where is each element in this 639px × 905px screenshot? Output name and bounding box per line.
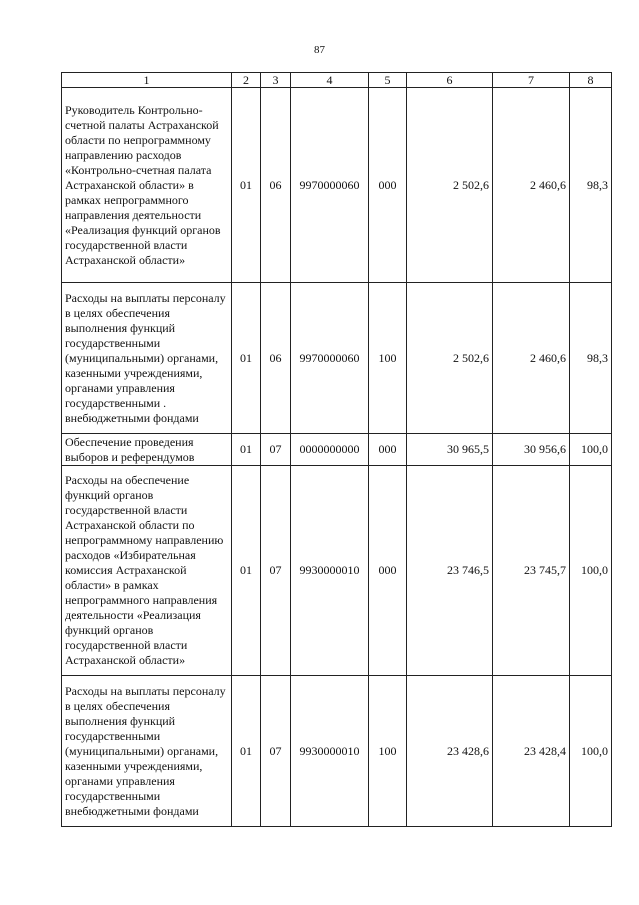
expense-type-code: 000 [369,466,407,676]
subsection-code: 07 [261,676,291,827]
expense-type-code: 000 [369,434,407,466]
expense-name: Расходы на обеспечение функций органов государственной власти Астраханской области по непрограммному направлению расходов «Избирательная комиссия Астраханской области» в рамках непрограммного направления деятельности «Реализация функций органов государственной власти Астраханской области» [62,466,232,676]
target-article-code: 9970000060 [291,283,369,434]
actual-amount: 23 428,4 [493,676,570,827]
target-article-code: 9930000010 [291,466,369,676]
execution-percent: 100,0 [570,434,612,466]
expense-type-code: 000 [369,88,407,283]
expense-name: Обеспечение проведения выборов и референдумов [62,434,232,466]
subsection-code: 07 [261,466,291,676]
actual-amount: 23 745,7 [493,466,570,676]
column-header: 3 [261,73,291,88]
section-code: 01 [232,88,261,283]
section-code: 01 [232,676,261,827]
column-header: 8 [570,73,612,88]
column-header: 6 [407,73,493,88]
execution-percent: 100,0 [570,676,612,827]
subsection-code: 07 [261,434,291,466]
table-row [62,88,612,283]
expense-name: Руководитель Контрольно-счетной палаты Астраханской области по непрограммному направлению расходов «Контрольно-счетная палата Астраханской области» в рамках непрограммного направления деятельности «Реализация функций органов государственной власти Астраханской области» [62,88,232,283]
execution-percent: 98,3 [570,283,612,434]
plan-amount: 23 428,6 [407,676,493,827]
budget-table [61,72,612,827]
actual-amount: 2 460,6 [493,283,570,434]
section-code: 01 [232,283,261,434]
column-header: 1 [62,73,232,88]
section-code: 01 [232,466,261,676]
column-header: 7 [493,73,570,88]
column-header: 2 [232,73,261,88]
execution-percent: 100,0 [570,466,612,676]
plan-amount: 30 965,5 [407,434,493,466]
plan-amount: 2 502,6 [407,88,493,283]
table-row [62,676,612,827]
expense-name: Расходы на выплаты персоналу в целях обеспечения выполнения функций государственными (муниципальными) органами, казенными учреждениями, органами управления государственными внебюджетными фондами [62,676,232,827]
table-row [62,283,612,434]
page-number: 87 [314,44,325,56]
expense-type-code: 100 [369,283,407,434]
table-row [62,466,612,676]
actual-amount: 2 460,6 [493,88,570,283]
column-header: 4 [291,73,369,88]
target-article-code: 0000000000 [291,434,369,466]
plan-amount: 2 502,6 [407,283,493,434]
section-code: 01 [232,434,261,466]
subsection-code: 06 [261,88,291,283]
plan-amount: 23 746,5 [407,466,493,676]
subsection-code: 06 [261,283,291,434]
execution-percent: 98,3 [570,88,612,283]
expense-type-code: 100 [369,676,407,827]
target-article-code: 9970000060 [291,88,369,283]
header-row [62,73,612,88]
column-header: 5 [369,73,407,88]
table-row [62,434,612,466]
target-article-code: 9930000010 [291,676,369,827]
expense-name: Расходы на выплаты персоналу в целях обеспечения выполнения функций государственными (муниципальными) органами, казенными учреждениями, органами управления государственными . внебюджетными фондами [62,283,232,434]
actual-amount: 30 956,6 [493,434,570,466]
